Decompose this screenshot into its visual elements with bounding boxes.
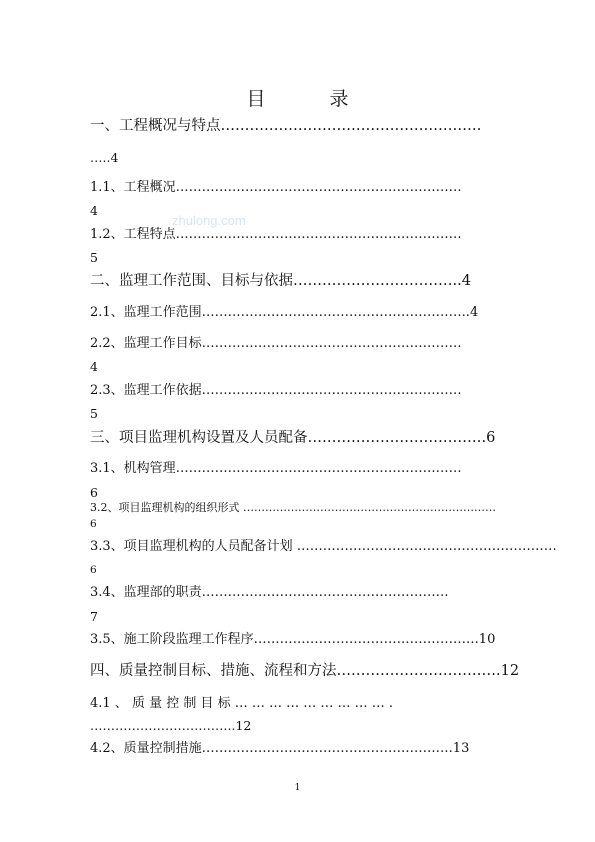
title-char-left: 目 bbox=[246, 88, 266, 110]
toc-entry-2-2[interactable]: 2.2、监理工作目标…………………………………………………… bbox=[90, 336, 462, 351]
toc-entry-3-2-page: 6 bbox=[90, 518, 97, 530]
toc-entry-3-1-page: 6 bbox=[90, 485, 98, 500]
toc-entry-2-1[interactable]: 2.1、监理工作范围……………………………………………………..4 bbox=[90, 305, 479, 320]
page-number: 1 bbox=[294, 783, 301, 793]
toc-entry-2-2-page: 4 bbox=[90, 359, 98, 374]
toc-entry-4[interactable]: 四、质量控制目标、措施、流程和方法…………………………….12 bbox=[90, 663, 520, 679]
toc-entry-3-4-page: 7 bbox=[90, 609, 98, 624]
toc-entry-2[interactable]: 二、监理工作范围、目标与依据……………………………..4 bbox=[90, 273, 471, 289]
toc-entry-3-5[interactable]: 3.5、施工阶段监理工作程序…………………………………………….10 bbox=[90, 632, 496, 647]
toc-entry-1-1[interactable]: 1.1、工程概况………………………………………………………… bbox=[90, 180, 462, 195]
page-title bbox=[0, 84, 595, 111]
toc-entry-3-3[interactable]: 3.3、项目监理机构的人员配备计划 …………………………………………………… bbox=[90, 539, 557, 554]
watermark: zhulong.com bbox=[172, 213, 246, 228]
toc-entry-4-2[interactable]: 4.2、质量控制措施………………………………………………….13 bbox=[90, 741, 470, 756]
toc-entry-4-1-page: ……………………………..12 bbox=[90, 718, 252, 733]
toc-entry-3-4[interactable]: 3.4、监理部的职责………………………………………………… bbox=[90, 585, 449, 600]
toc-entry-1-2[interactable]: 1.2、工程特点………………………………………………………… bbox=[90, 227, 462, 242]
title-char-right: 录 bbox=[329, 88, 349, 110]
toc-entry-3-3-page: 6 bbox=[90, 564, 97, 576]
toc-entry-3-1[interactable]: 3.1、机构管理………………………………………………………… bbox=[90, 461, 462, 476]
toc-entry-2-3[interactable]: 2.3、监理工作依据…………………………………………………… bbox=[90, 383, 462, 398]
toc-entry-1[interactable]: 一、工程概况与特点……………………………………………… bbox=[90, 118, 482, 134]
toc-entry-1-1-page: 4 bbox=[90, 203, 98, 218]
toc-entry-1-page: …..4 bbox=[90, 150, 119, 165]
toc-entry-1-2-page: 5 bbox=[90, 250, 98, 265]
toc-entry-3-2[interactable]: 3.2、项目监理机构的组织形式 …………………………………………………………… bbox=[90, 501, 496, 514]
toc-entry-3[interactable]: 三、项目监理机构设置及人员配备……………………………….6 bbox=[90, 430, 496, 446]
toc-entry-2-3-page: 5 bbox=[90, 406, 98, 421]
toc-entry-4-1[interactable]: 4.1 、 质 量 控 制 目 标 … … … … … … … … … . bbox=[90, 696, 394, 711]
